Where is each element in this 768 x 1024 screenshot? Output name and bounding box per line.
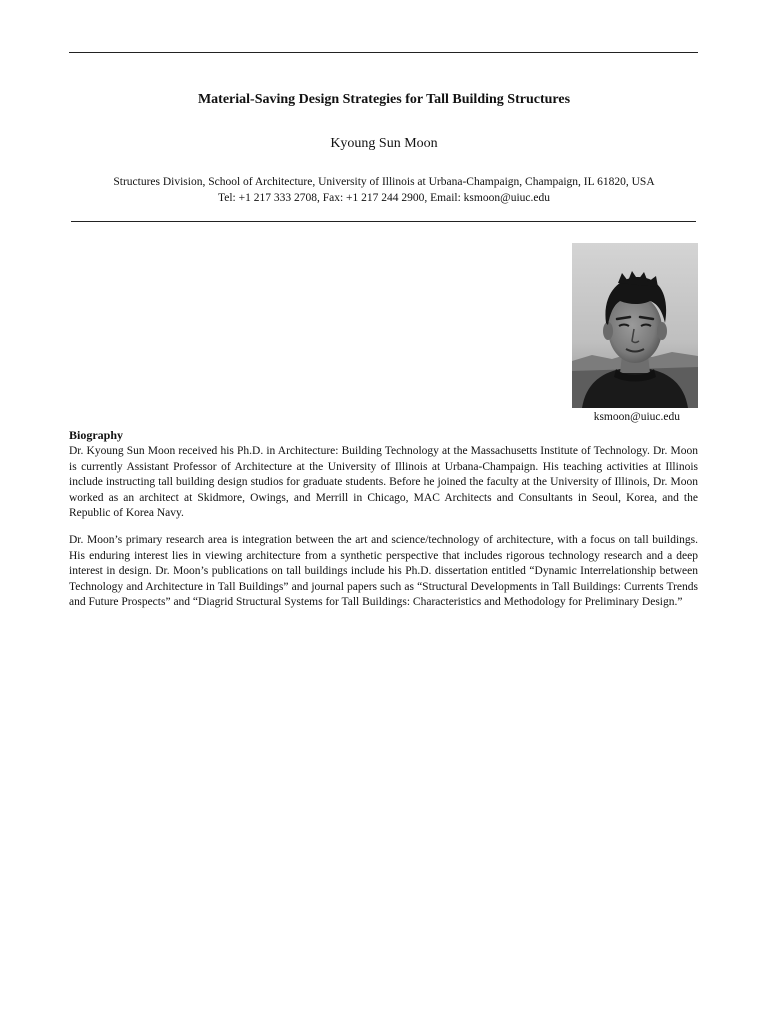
biography-paragraph: Dr. Kyoung Sun Moon received his Ph.D. in Architecture: Building Technology at the Massachusetts Institute of Technology. Dr. Moon is currently Assistant Professor of Architecture at the University of Illinois at Urbana-Champaign. His teaching activities at Illinois include instructing tall building design studios for graduate students. Before he joined the faculty at the University of Illinois, Dr. Moon worked as an architect at Skidmore, Owings, and Merrill in Chicago, MAC Architects and Consultants in Seoul, Korea, and the Republic of Korea Navy. — [69, 445, 698, 520]
biography-heading: Biography — [69, 428, 124, 442]
paper-title: Material-Saving Design Strategies for Tall Building Structures — [197, 92, 571, 107]
author-name: Kyoung Sun Moon — [330, 136, 438, 151]
affiliation-line: Structures Division, School of Architecture, University of Illinois at Urbana-Champaign, Champaign, IL 61820, USA — [113, 176, 655, 188]
author-portrait-photo — [572, 243, 698, 408]
photo-caption: ksmoon@uiuc.edu — [593, 411, 680, 423]
top-divider — [69, 52, 698, 53]
contact-line: Tel: +1 217 333 2708, Fax: +1 217 244 2900, Email: ksmoon@uiuc.edu — [218, 192, 550, 204]
biography-paragraph: Dr. Moon’s primary research area is integration between the art and science/technology of architecture, with a focus on tall buildings. His enduring interest lies in viewing architecture from a synthetic perspective that includes rigorous technology research and a deep interest in design. Dr. Moon’s publications on tall buildings include his Ph.D. dissertation entitled “Dynamic Interrelationship between Technology and Architecture in Tall Buildings” and journal papers such as “Structural Developments in Tall Buildings: Currents Trends and Future Prospects” and “Diagrid Structural Systems for Tall Buildings: Characteristics and Methodology for Preliminary Design.” — [69, 534, 698, 609]
header-divider — [71, 221, 696, 222]
